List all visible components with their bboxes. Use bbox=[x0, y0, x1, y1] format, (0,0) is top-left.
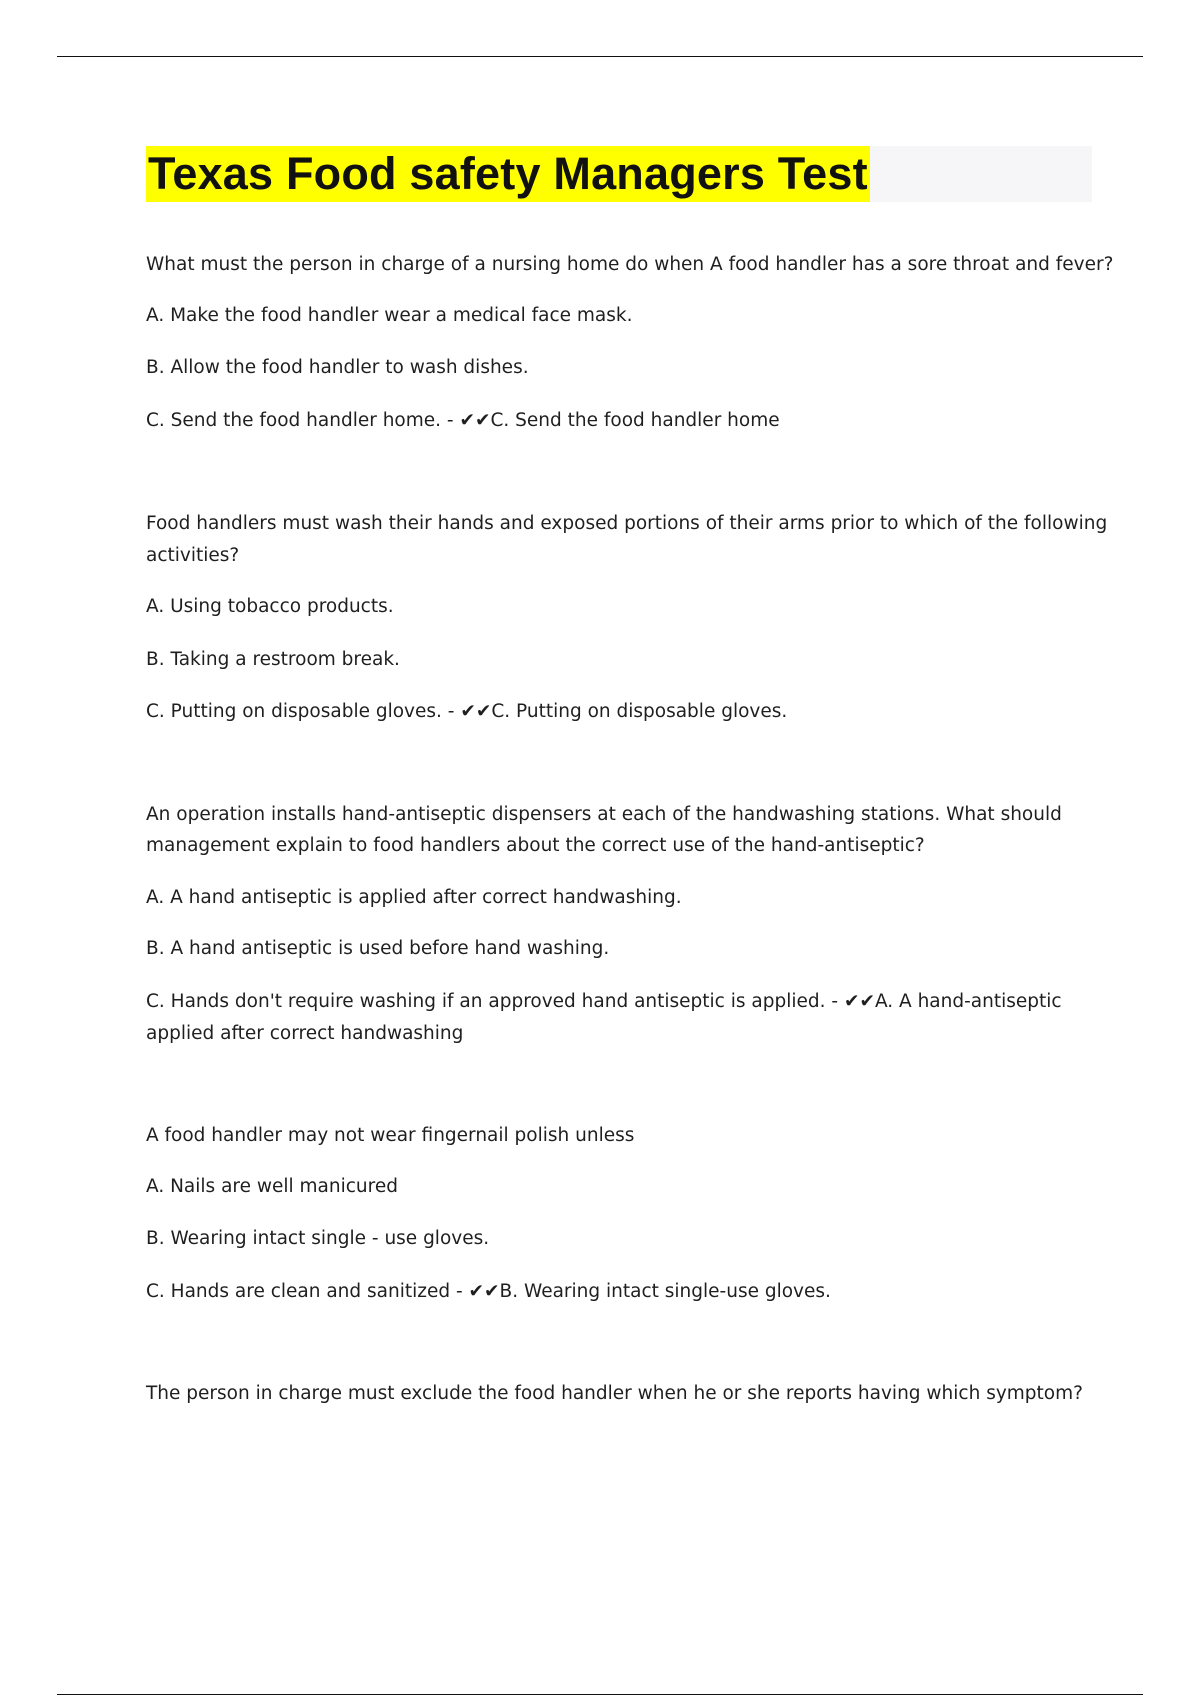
answer-option-c: C. Send the food handler home. - ✔✔C. Send the food handler home bbox=[146, 410, 780, 431]
question-prompt: The person in charge must exclude the food handler when he or she reports having which symptom? bbox=[146, 1383, 1083, 1404]
header-rule bbox=[57, 56, 1143, 57]
answer-option-b: B. A hand antiseptic is used before hand washing. bbox=[146, 938, 610, 959]
question-prompt-line-1: An operation installs hand-antiseptic dispensers at each of the handwashing stations. What should bbox=[146, 804, 1062, 825]
answer-option-a: A. Make the food handler wear a medical face mask. bbox=[146, 305, 633, 326]
document-title: Texas Food safety Managers Test bbox=[146, 146, 870, 202]
answer-option-a: A. Using tobacco products. bbox=[146, 596, 394, 617]
answer-option-c-line-2: applied after correct handwashing bbox=[146, 1023, 464, 1044]
answer-option-c: C. Hands are clean and sanitized - ✔✔B. Wearing intact single-use gloves. bbox=[146, 1281, 831, 1302]
answer-option-b: B. Allow the food handler to wash dishes. bbox=[146, 357, 529, 378]
answer-option-c: C. Putting on disposable gloves. - ✔✔C. Putting on disposable gloves. bbox=[146, 701, 788, 722]
footer-rule bbox=[57, 1694, 1143, 1695]
answer-option-c-line-1: C. Hands don't require washing if an approved hand antiseptic is applied. - ✔✔A. A hand-antiseptic bbox=[146, 991, 1062, 1012]
answer-option-a: A. A hand antiseptic is applied after correct handwashing. bbox=[146, 887, 682, 908]
question-prompt-line-2: activities? bbox=[146, 545, 240, 566]
question-prompt-line-1: Food handlers must wash their hands and exposed portions of their arms prior to which of the following bbox=[146, 513, 1108, 534]
answer-option-b: B. Wearing intact single - use gloves. bbox=[146, 1228, 490, 1249]
answer-option-b: B. Taking a restroom break. bbox=[146, 649, 400, 670]
question-prompt: A food handler may not wear fingernail polish unless bbox=[146, 1125, 635, 1146]
question-prompt-line-2: management explain to food handlers about the correct use of the hand-antiseptic? bbox=[146, 835, 925, 856]
question-prompt: What must the person in charge of a nursing home do when A food handler has a sore throat and fever? bbox=[146, 254, 1114, 275]
answer-option-a: A. Nails are well manicured bbox=[146, 1176, 398, 1197]
